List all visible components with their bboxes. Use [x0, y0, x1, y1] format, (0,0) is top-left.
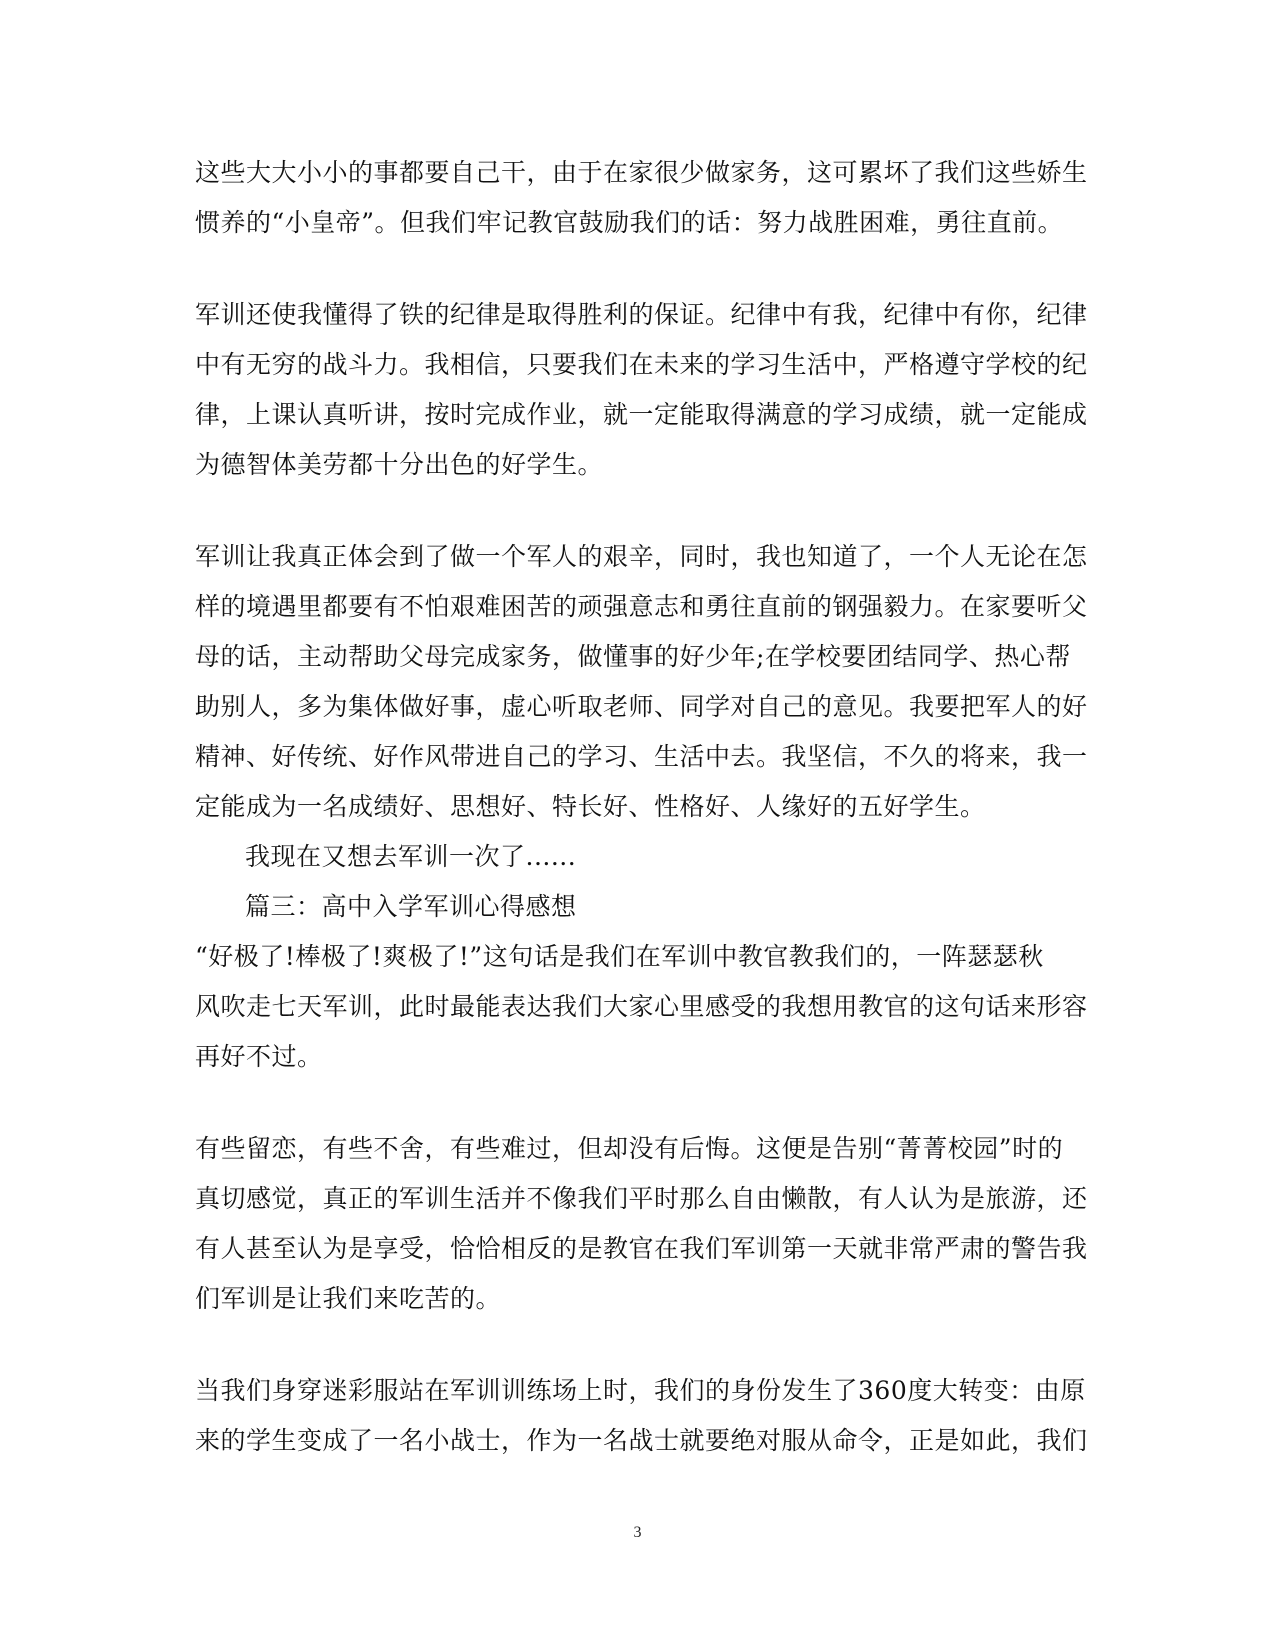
section-title: 篇三：高中入学军训心得感想 — [245, 892, 577, 921]
paragraph-discipline — [195, 290, 1088, 490]
text-line: 军训让我真正体会到了做一个军人的艰辛，同时，我也知道了，一个人无论在怎 — [195, 542, 1088, 571]
text-line: 样的境遇里都要有不怕艰难困苦的顽强意志和勇往直前的钢强毅力。在家要听父 — [195, 592, 1088, 621]
paragraph-soldier-hardship — [195, 532, 1088, 832]
paragraph-closing-remark — [195, 832, 1065, 882]
text-line: 精神、好传统、好作风带进自己的学习、生活中去。我坚信，不久的将来，我一 — [195, 742, 1088, 771]
text-line: 母的话，主动帮助父母完成家务，做懂事的好少年;在学校要团结同学、热心帮 — [195, 642, 1071, 671]
text-line: 有人甚至认为是享受，恰恰相反的是教官在我们军训第一天就非常严肃的警告我 — [195, 1234, 1088, 1263]
paragraph-transformation — [195, 1366, 1088, 1466]
text-line: 当我们身穿迷彩服站在军训训练场上时，我们的身份发生了360度大转变：由原 — [195, 1376, 1086, 1405]
text-line: 风吹走七天军训，此时最能表达我们大家心里感受的我想用教官的这句话来形容 — [195, 992, 1088, 1021]
text-line: 们军训是让我们来吃苦的。 — [195, 1284, 502, 1313]
text-line: 中有无穷的战斗力。我相信，只要我们在未来的学习生活中，严格遵守学校的纪 — [195, 350, 1088, 379]
paragraph-quote — [195, 932, 1088, 1082]
paragraph-chores — [195, 148, 1088, 248]
text-line: 真切感觉，真正的军训生活并不像我们平时那么自由懒散，有人认为是旅游，还 — [195, 1184, 1088, 1213]
text-line: 我现在又想去军训一次了...... — [245, 842, 577, 871]
page-number: 3 — [633, 1524, 642, 1541]
text-line: “好极了!棒极了!爽极了!”这句话是我们在军训中教官教我们的，一阵瑟瑟秋 — [195, 942, 1044, 971]
text-line: 有些留恋，有些不舍，有些难过，但却没有后悔。这便是告别“菁菁校园”时的 — [195, 1134, 1064, 1163]
text-line: 来的学生变成了一名小战士，作为一名战士就要绝对服从命令，正是如此，我们 — [195, 1426, 1088, 1455]
paragraph-farewell — [195, 1124, 1088, 1324]
text-line: 定能成为一名成绩好、思想好、特长好、性格好、人缘好的五好学生。 — [195, 792, 986, 821]
text-line: 再好不过。 — [195, 1042, 323, 1071]
text-line: 惯养的“小皇帝”。但我们牢记教官鼓励我们的话：努力战胜困难，勇往直前。 — [195, 208, 1064, 237]
text-line: 为德智体美劳都十分出色的好学生。 — [195, 450, 604, 479]
text-line: 这些大大小小的事都要自己干，由于在家很少做家务，这可累坏了我们这些娇生 — [195, 158, 1088, 187]
section-heading — [195, 882, 1065, 932]
text-line: 律，上课认真听讲，按时完成作业，就一定能取得满意的学习成绩，就一定能成 — [195, 400, 1088, 429]
text-line: 助别人，多为集体做好事，虚心听取老师、同学对自己的意见。我要把军人的好 — [195, 692, 1088, 721]
text-line: 军训还使我懂得了铁的纪律是取得胜利的保证。纪律中有我，纪律中有你，纪律 — [195, 300, 1088, 329]
document-body — [195, 148, 1088, 1466]
